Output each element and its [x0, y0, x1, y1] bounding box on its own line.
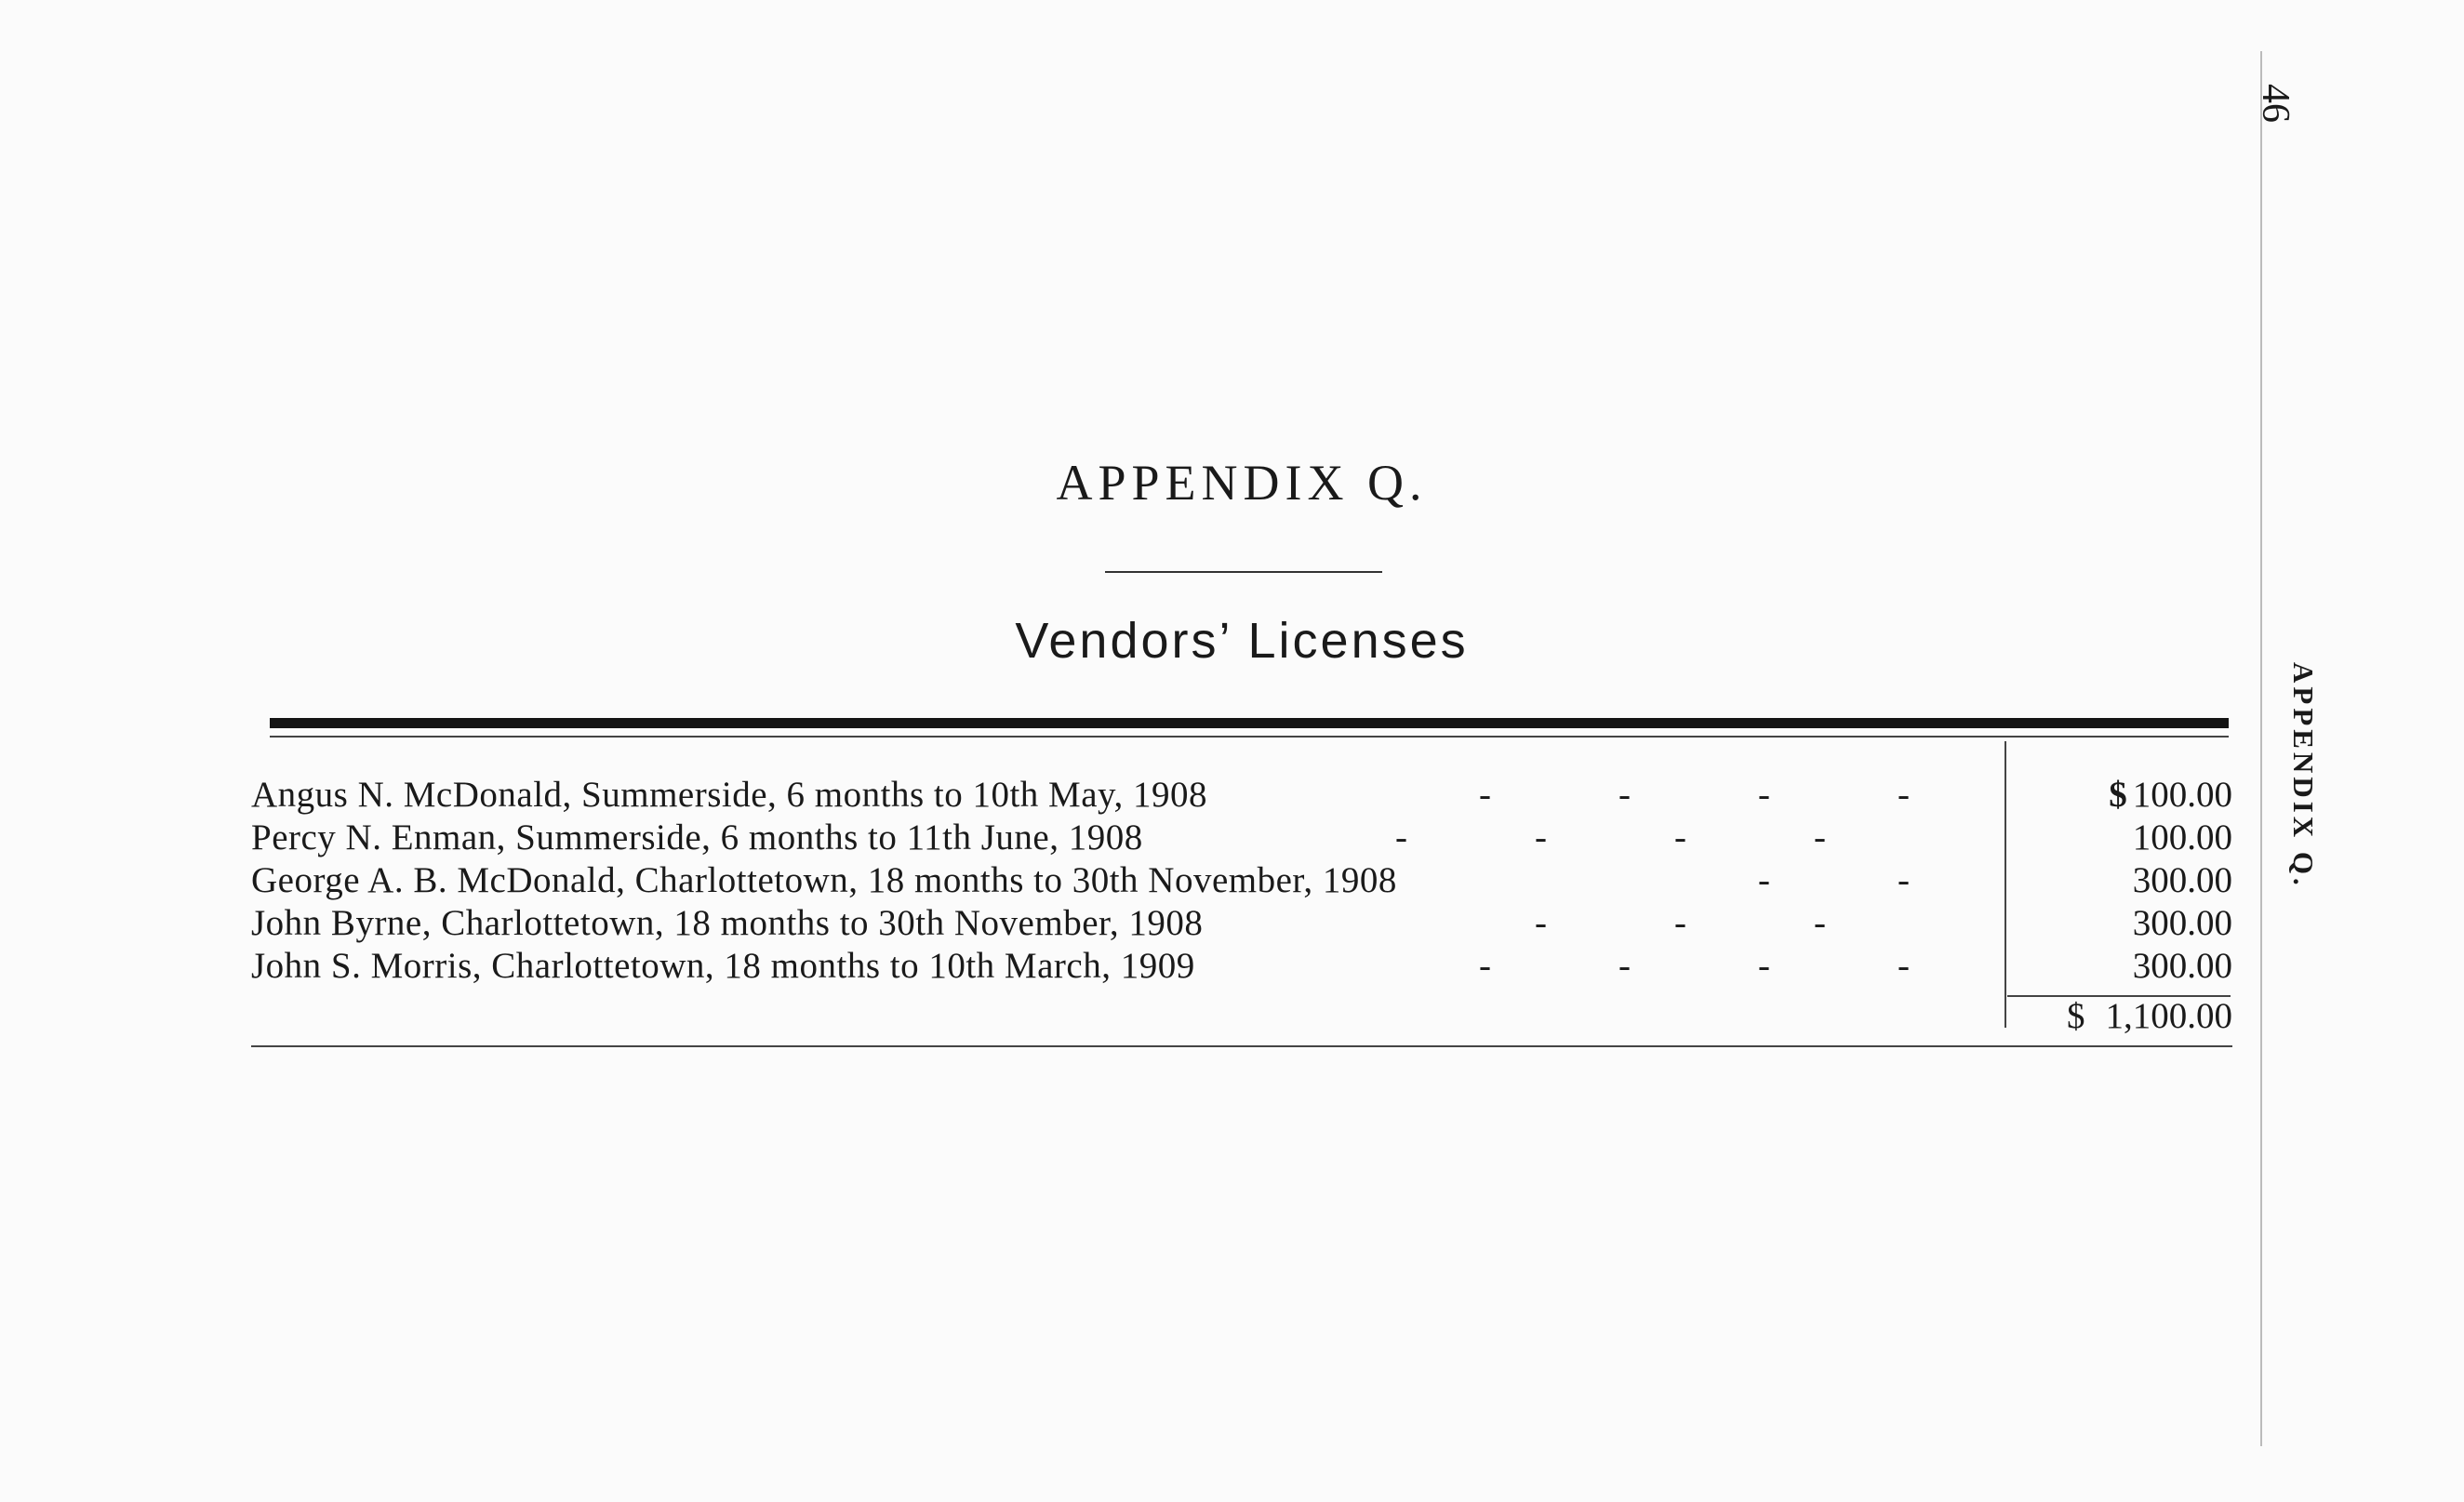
license-entry	[251, 817, 2004, 859]
leader-dash: -	[1535, 817, 1547, 857]
leader-dash: -	[1758, 860, 1770, 900]
entry-description: Angus N. McDonald, Summerside, 6 months to 10th May, 1908	[251, 775, 1208, 815]
entry-amount	[2009, 817, 2232, 859]
entry-amount	[2009, 945, 2232, 988]
table-rule-bottom	[251, 1045, 2232, 1047]
license-entry	[251, 859, 2004, 902]
title-rule	[1105, 571, 1382, 573]
currency-symbol: $	[2067, 996, 2085, 1036]
leader-dash: -	[1814, 903, 1826, 943]
leader-dash: -	[1479, 946, 1491, 986]
amount-column-divider	[2004, 741, 2006, 1028]
total-value: 1,100.00	[2105, 996, 2232, 1036]
license-entry	[251, 902, 2004, 945]
amount-value: 100.00	[2132, 775, 2232, 815]
leader-dash: -	[1758, 775, 1770, 815]
subtitle: Vendors’ Licenses	[1015, 613, 1469, 669]
license-entries	[251, 774, 2004, 988]
leader-dash: -	[1814, 817, 1826, 857]
page-number: 46	[2254, 84, 2297, 123]
entry-description: George A. B. McDonald, Charlottetown, 18 months to 30th November, 1908	[251, 860, 1397, 900]
amount-value: 300.00	[2132, 946, 2232, 986]
amount-column	[2009, 774, 2232, 988]
leader-dash: -	[1898, 860, 1910, 900]
leader-dash: -	[1674, 903, 1686, 943]
leader-dash: -	[1898, 775, 1910, 815]
amount-value: 100.00	[2132, 817, 2232, 857]
table-rule-thin	[270, 736, 2229, 738]
currency-symbol: $	[2109, 775, 2127, 815]
table-rule-thick	[270, 718, 2229, 728]
entry-amount	[2009, 774, 2232, 817]
amount-value: 300.00	[2132, 903, 2232, 943]
leader-dash: -	[1479, 775, 1491, 815]
license-entry	[251, 945, 2004, 988]
entry-amount	[2009, 902, 2232, 945]
entry-description: John S. Morris, Charlottetown, 18 months to 10th March, 1909	[251, 946, 1195, 986]
entry-amount	[2009, 859, 2232, 902]
total-amount	[2009, 995, 2232, 1038]
leader-dash: -	[1395, 817, 1407, 857]
leader-dash: -	[1618, 775, 1631, 815]
entry-description: John Byrne, Charlottetown, 18 months to 30th November, 1908	[251, 903, 1204, 943]
leader-dash: -	[1674, 817, 1686, 857]
leader-dash: -	[1618, 946, 1631, 986]
running-head: APPENDIX Q.	[2287, 662, 2320, 889]
leader-dash: -	[1898, 946, 1910, 986]
margin-line	[2260, 51, 2262, 1446]
amount-value: 300.00	[2132, 860, 2232, 900]
license-entry	[251, 774, 2004, 817]
entry-description: Percy N. Enman, Summerside, 6 months to 11th June, 1908	[251, 817, 1143, 857]
leader-dash: -	[1535, 903, 1547, 943]
appendix-title: APPENDIX Q.	[1056, 455, 1428, 511]
leader-dash: -	[1758, 946, 1770, 986]
